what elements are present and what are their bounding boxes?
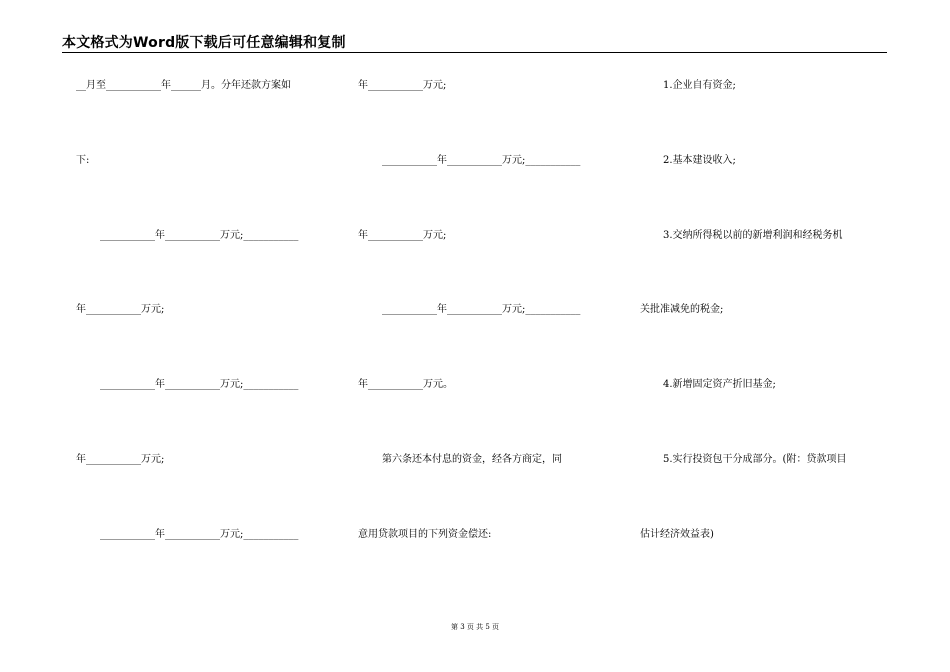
right-line-6: 5.实行投资包干分成部分。(附：贷款项目: [663, 454, 847, 465]
left-line-1: __月至___________年______月。分年还款方案如: [76, 80, 291, 91]
right-line-3: 3.交纳所得税以前的新增利润和经税务机: [663, 230, 843, 241]
left-line-6: 年___________万元;: [76, 454, 165, 465]
document-header-title: 本文格式为Word版下载后可任意编辑和复制: [62, 35, 346, 51]
left-line-4: 年___________万元;: [76, 304, 165, 315]
page-number-footer: 第 3 页 共 5 页: [450, 623, 500, 631]
middle-line-4: ___________年___________万元;___________: [382, 304, 581, 315]
middle-line-1: 年___________万元;: [358, 80, 447, 91]
left-line-5: ___________年___________万元;___________: [100, 379, 299, 390]
middle-line-3: 年___________万元;: [358, 230, 447, 241]
middle-line-2: ___________年___________万元;___________: [382, 155, 581, 166]
left-line-7: ___________年___________万元;___________: [100, 529, 299, 540]
middle-line-6: 第六条还本付息的资金，经各方商定，同: [382, 454, 562, 465]
middle-line-5: 年___________万元。: [358, 379, 453, 390]
left-line-2: 下:: [76, 155, 90, 166]
right-line-2: 2.基本建设收入;: [663, 155, 736, 166]
middle-line-7: 意用贷款项目的下列资金偿还:: [358, 529, 492, 540]
left-line-3: ___________年___________万元;___________: [100, 230, 299, 241]
right-line-4: 关批准减免的税金;: [640, 304, 724, 315]
right-line-7: 估计经济效益表): [640, 529, 714, 540]
header-divider: [62, 52, 887, 53]
right-line-5: 4.新增固定资产折旧基金;: [663, 379, 776, 390]
right-line-1: 1.企业自有资金;: [663, 80, 736, 91]
